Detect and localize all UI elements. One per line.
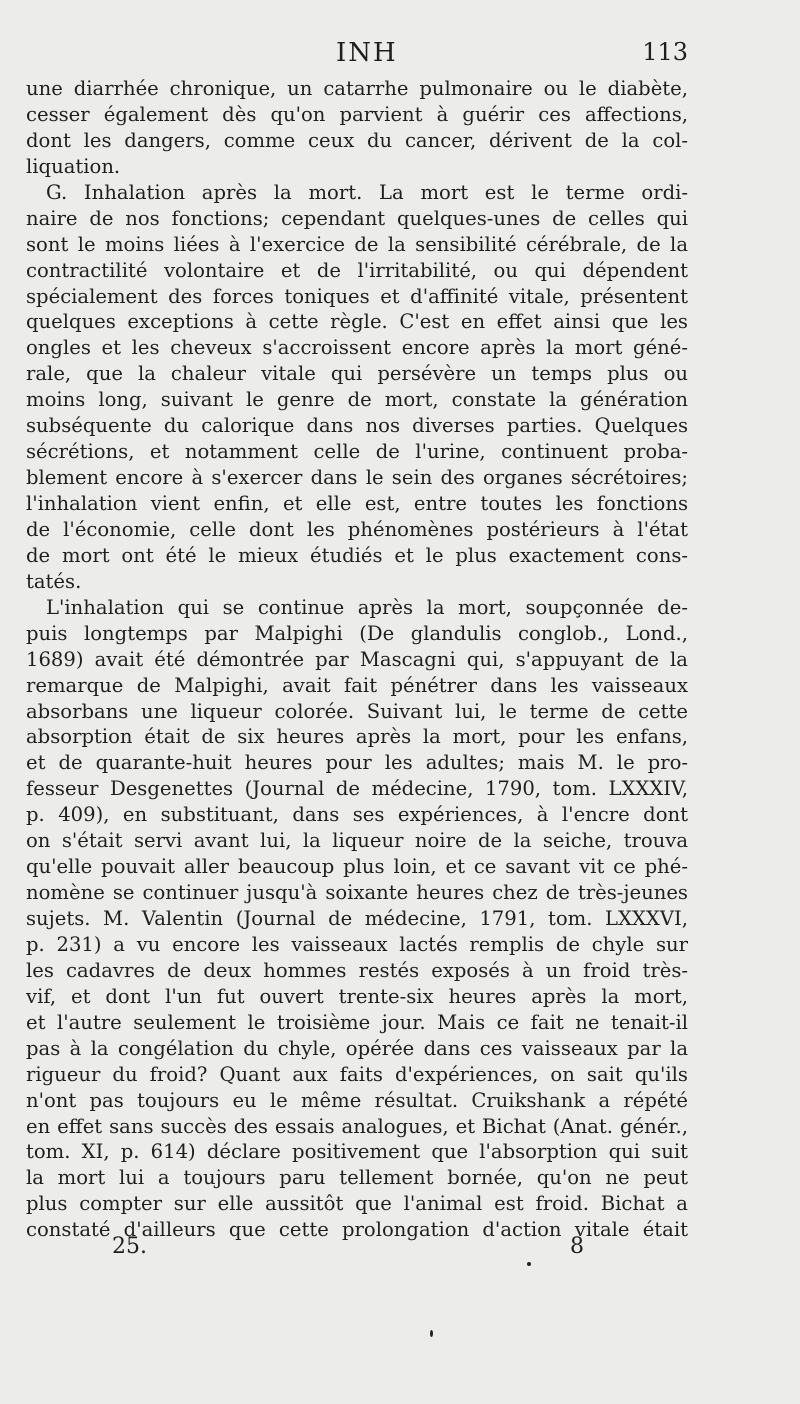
ink-speck [430, 1330, 433, 1337]
text-line: tatés. [26, 569, 82, 593]
text-line: dont les dangers, comme ceux du cancer, dérivent de la col- [26, 128, 688, 152]
ink-speck [527, 1262, 531, 1266]
text-line: et de quarante-huit heures pour les adultes; mais M. le pro- [26, 751, 688, 775]
text-line: L'inhalation qui se continue après la mort, soupçonnée de- [46, 595, 688, 619]
text-line: p. 231) a vu encore les vaisseaux lactés remplis de chyle sur [26, 932, 688, 956]
text-line: nomène se continuer jusqu'à soixante heures chez de très-jeunes [26, 881, 688, 905]
text-line: blement encore à s'exercer dans le sein des organes sécrétoires; [26, 466, 688, 490]
text-line: absorbans une liqueur colorée. Suivant lui, le terme de cette [26, 699, 688, 723]
text-line: de mort ont été le mieux étudiés et le plus exactement cons- [26, 543, 688, 567]
text-line: fesseur Desgenettes (Journal de médecine, 1790, tom. LXXXIV, [26, 777, 688, 801]
text-line: cesser également dès qu'on parvient à guérir ces affections, [26, 102, 688, 126]
text-line: qu'elle pouvait aller beaucoup plus loin, et ce savant vit ce phé- [26, 855, 688, 879]
page-header [0, 36, 800, 76]
text-line: puis longtemps par Malpighi (De glandulis conglob., Lond., [26, 621, 688, 645]
text-line: tom. XI, p. 614) déclare positivement que l'absorption qui suit [26, 1140, 688, 1164]
text-line: liquation. [26, 154, 121, 178]
text-line: p. 409), en substituant, dans ses expériences, à l'encre dont [26, 803, 688, 827]
gathering-mark: 8 [570, 1234, 584, 1259]
text-line: sujets. M. Valentin (Journal de médecine, 1791, tom. LXXXVI, [26, 907, 688, 930]
text-line: spécialement des forces toniques et d'affinité vitale, présentent [26, 284, 688, 308]
text-line: les cadavres de deux hommes restés exposés à un froid très- [26, 958, 688, 982]
text-line: plus compter sur elle aussitôt que l'animal est froid. Bichat a [26, 1192, 688, 1216]
text-line: on s'était servi avant lui, la liqueur noire de la seiche, trouva [26, 829, 688, 853]
text-line: absorption était de six heures après la mort, pour les enfans, [26, 725, 688, 749]
text-line: constaté d'ailleurs que cette prolongation d'action vitale était [26, 1218, 688, 1242]
page-number: 113 [642, 38, 688, 66]
text-line: rale, que la chaleur vitale qui persévère un temps plus ou [26, 362, 688, 386]
text-line: de l'économie, celle dont les phénomènes postérieurs à l'état [26, 517, 688, 541]
text-line: quelques exceptions à cette règle. C'est en effet ainsi que les [26, 310, 688, 334]
running-head: INH [336, 38, 398, 68]
text-line: n'ont pas toujours eu le même résultat. Cruikshank a répété [26, 1088, 688, 1112]
body-text [26, 76, 688, 1243]
text-line: l'inhalation vient enfin, et elle est, entre toutes les fonctions [26, 492, 688, 515]
text-line: contractilité volontaire et de l'irritabilité, ou qui dépendent [26, 258, 688, 282]
text-line: remarque de Malpighi, avait fait pénétrer dans les vaisseaux [26, 673, 688, 697]
signature-mark: 25. [112, 1234, 147, 1259]
text-line: la mort lui a toujours paru tellement bornée, qu'on ne peut [26, 1166, 688, 1190]
page-footer [0, 1234, 800, 1270]
text-line: 1689) avait été démontrée par Mascagni qui, s'appuyant de la [26, 647, 688, 671]
text-line: ongles et les cheveux s'accroissent encore après la mort géné- [26, 336, 688, 360]
text-line: pas à la congélation du chyle, opérée dans ces vaisseaux par la [26, 1036, 688, 1060]
text-line: et l'autre seulement le troisième jour. Mais ce fait ne tenait-il [26, 1010, 688, 1034]
text-line: vif, et dont l'un fut ouvert trente-six heures après la mort, [26, 984, 688, 1008]
text-line: subséquente du calorique dans nos diverses parties. Quelques [26, 414, 688, 438]
section-heading-line: G. Inhalation après la mort. La mort est le terme ordi- [46, 180, 688, 204]
text-line: moins long, suivant le genre de mort, constate la génération [26, 388, 688, 412]
text-line: naire de nos fonctions; cependant quelques-unes de celles qui [26, 206, 688, 230]
text-line: rigueur du froid? Quant aux faits d'expériences, on sait qu'ils [26, 1062, 688, 1086]
text-line: en effet sans succès des essais analogues, et Bichat (Anat. génér., [26, 1114, 688, 1138]
text-line: sont le moins liées à l'exercice de la sensibilité cérébrale, de la [26, 232, 688, 256]
text-line: sécrétions, et notamment celle de l'urine, continuent proba- [26, 440, 688, 464]
text-line: une diarrhée chronique, un catarrhe pulmonaire ou le diabète, [26, 77, 688, 100]
